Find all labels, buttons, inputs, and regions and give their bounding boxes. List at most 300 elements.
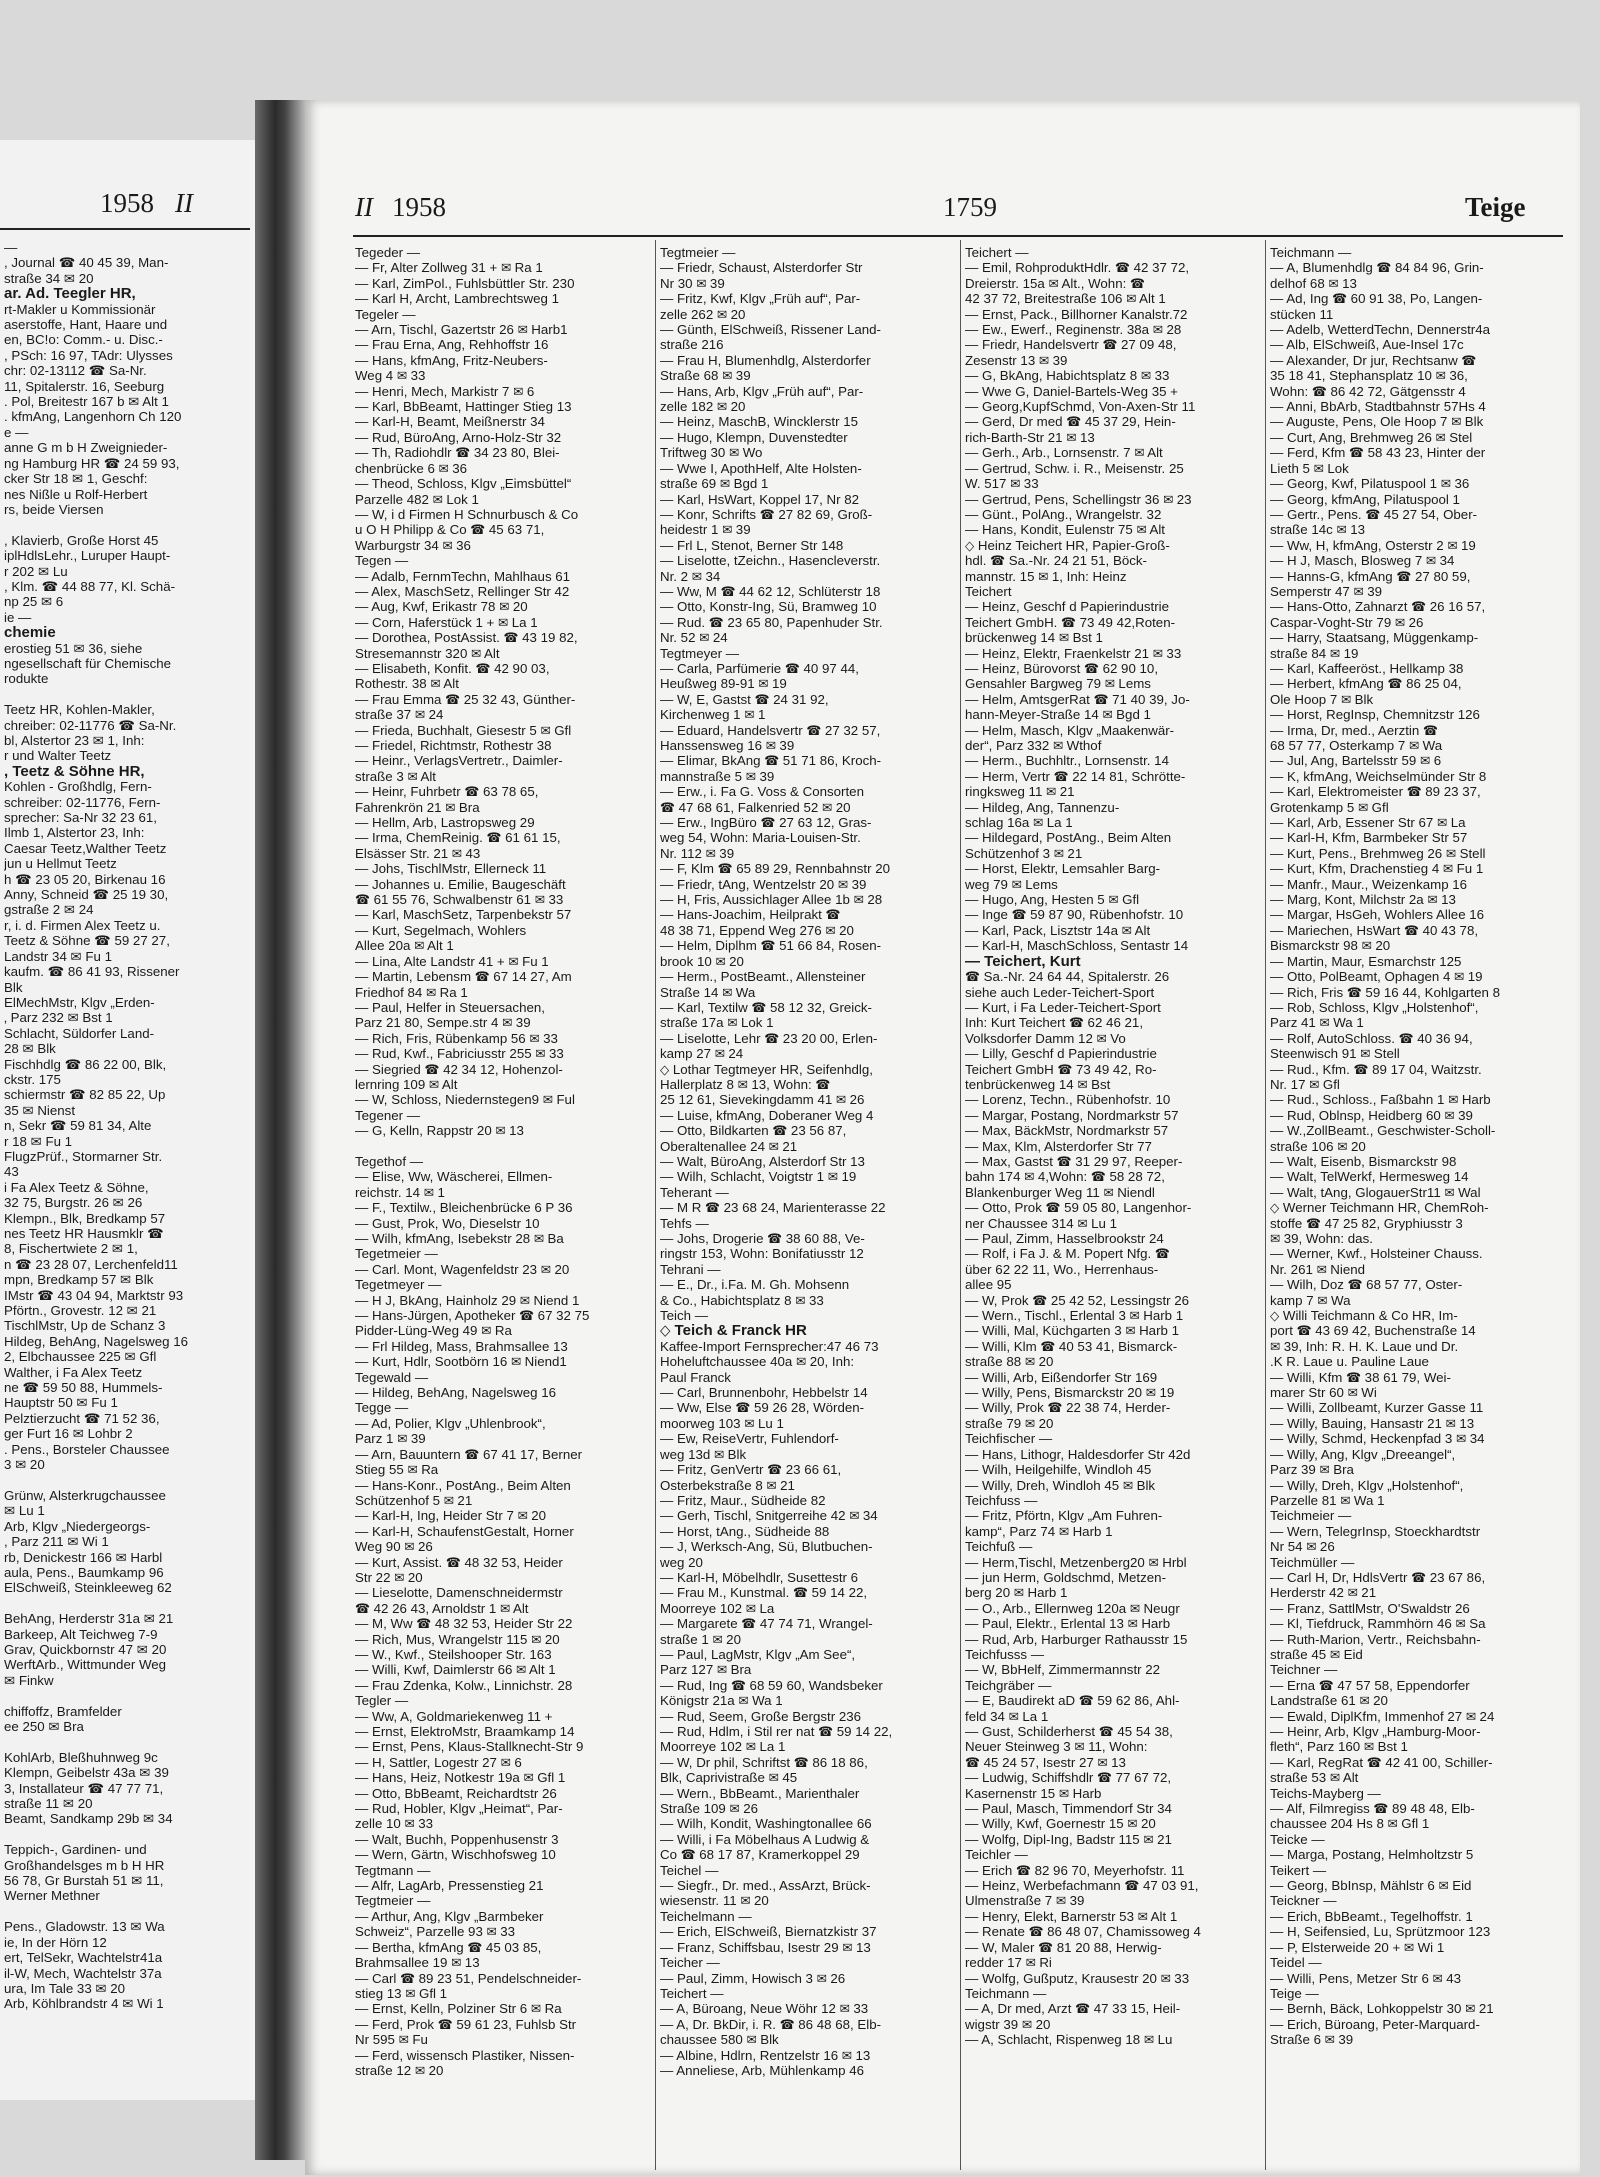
directory-line: — Martin, Maur, Esmarchstr 125 [1270, 953, 1462, 969]
directory-line: kaufm. ☎ 86 41 93, Rissener [4, 964, 180, 980]
directory-line: — Frl L, Stenot, Berner Str 148 [660, 537, 844, 553]
directory-line: — Gertr., Pens. ☎ 45 27 54, Ober- [1270, 506, 1478, 522]
directory-line: — Hans-Jürgen, Apotheker ☎ 67 32 75 [355, 1308, 590, 1324]
directory-line: — Hellm, Arb, Lastropsweg 29 [355, 815, 535, 831]
directory-line: heidestr 1 ✉ 39 [660, 522, 751, 538]
directory-line: Tegetmeyer — [355, 1277, 442, 1293]
directory-line: ✉ Finkw [4, 1672, 54, 1688]
directory-line: 25 12 61, Sievekingdamm 41 ✉ 26 [660, 1092, 865, 1108]
directory-line: — Ewald, DiplKfm, Immenhof 27 ✉ 24 [1270, 1708, 1495, 1724]
directory-line: — H, Fris, Aussichlager Allee 1b ✉ 28 [660, 892, 883, 908]
directory-line: — Helm, Masch, Klgv „Maakenwär- [965, 722, 1175, 738]
directory-line: straße 106 ✉ 20 [1270, 1138, 1366, 1154]
directory-line: Teichelmann — [660, 1908, 752, 1924]
directory-line: straße 37 ✉ 24 [355, 707, 444, 723]
directory-line: ng Hamburg HR ☎ 24 59 93, [4, 455, 180, 471]
directory-line: — Kurt, Kfm, Drachenstieg 4 ✉ Fu 1 [1270, 861, 1484, 877]
directory-line: — Jul, Ang, Bartelsstr 59 ✉ 6 [1270, 753, 1442, 769]
directory-line: . Pol, Breitestr 167 b ✉ Alt 1 [4, 394, 169, 410]
directory-line: — Karl, Arb, Essener Str 67 ✉ La [1270, 815, 1466, 831]
directory-line: Nr. 52 ✉ 24 [660, 630, 728, 646]
directory-line: Parz 21 80, Sempe.str 4 ✉ 39 [355, 1015, 531, 1031]
directory-line: — Rud, Kwf., Fabriciusstr 255 ✉ 33 [355, 1046, 564, 1062]
directory-line: Blk [4, 979, 23, 995]
left-page-header [100, 188, 250, 228]
directory-line: anne G m b H Zweignieder- [4, 440, 168, 456]
directory-line: Friedhof 84 ✉ Ra 1 [355, 984, 468, 1000]
directory-line: Parzelle 482 ✉ Lok 1 [355, 491, 479, 507]
directory-line: — Georg, BbInsp, Mählstr 6 ✉ Eid [1270, 1878, 1472, 1894]
directory-line: — Walt, BüroAng, Alsterdorf Str 13 [660, 1153, 865, 1169]
directory-line: — Friedr, Schaust, Alsterdorfer Str [660, 260, 863, 276]
directory-line: — Arn, Bauuntern ☎ 67 41 17, Berner [355, 1446, 583, 1462]
directory-line: ura, Im Tale 33 ✉ 20 [4, 1980, 126, 1996]
directory-line: — Horst, tAng., Südheide 88 [660, 1523, 830, 1539]
directory-line: Kirchenweg 1 ✉ 1 [660, 707, 766, 723]
column-rule-3 [1265, 240, 1266, 2170]
directory-line: — Ferd, wissensch Plastiker, Nissen- [355, 2047, 575, 2063]
left-column [4, 240, 254, 2012]
directory-line: ☎ 42 26 43, Arnoldstr 1 ✉ Alt [355, 1600, 529, 1616]
directory-line: — Herm,Tischl, Metzenberg20 ✉ Hrbl [965, 1554, 1187, 1570]
directory-line: stieg 13 ✉ Gfl 1 [355, 1985, 448, 2001]
directory-line: — Manfr., Maur., Weizenkamp 16 [1270, 876, 1468, 892]
directory-line: — Heinz, Elektr, Fraenkelstr 21 ✉ 33 [965, 645, 1182, 661]
directory-line: schreiber: 02-11776, Fern- [4, 794, 161, 810]
directory-line: — Rud, Seem, Große Bergstr 236 [660, 1708, 862, 1724]
directory-line: — Rud, Hdlm, i Stil rer nat ☎ 59 14 22, [660, 1724, 893, 1739]
directory-line: — Max, BäckMstr, Nordmarkstr 57 [965, 1123, 1169, 1139]
directory-line: — Gerd, Dr med ☎ 45 37 29, Hein- [965, 414, 1176, 430]
directory-line: — Frl Hildeg, Mass, Brahmsallee 13 [355, 1338, 568, 1354]
running-keyword: Teige [1465, 192, 1526, 222]
directory-line: Teichmeier — [1270, 1508, 1352, 1524]
directory-line: — Willi, Pens, Metzer Str 6 ✉ 43 [1270, 1970, 1462, 1986]
directory-line: — Ww, M ☎ 44 62 12, Schlüterstr 18 [660, 583, 881, 599]
directory-line: — Marga, Postang, Helmholtzstr 5 [1270, 1847, 1474, 1863]
directory-line: brückenweg 14 ✉ Bst 1 [965, 630, 1103, 646]
directory-line: straße 79 ✉ 20 [965, 1415, 1054, 1431]
directory-line: — Hans, Arb, Klgv „Früh auf“, Par- [660, 383, 864, 399]
directory-line: 43 [4, 1164, 19, 1180]
directory-line: straße 17a ✉ Lok 1 [660, 1015, 774, 1031]
directory-line: — Lilly, Geschf d Papierindustrie [965, 1046, 1157, 1062]
directory-line: Lieth 5 ✉ Lok [1270, 460, 1349, 476]
directory-line: tenbrückenweg 14 ✉ Bst [965, 1076, 1111, 1092]
directory-line: — Emil, RohproduktHdlr. ☎ 42 37 72, [965, 260, 1190, 276]
directory-line: ar. Ad. Teegler HR, [4, 286, 136, 302]
directory-line: — Liselotte, tZeichn., Hasencleverstr. [660, 553, 881, 569]
directory-line: — Auguste, Pens, Ole Hoop 7 ✉ Blk [1270, 414, 1484, 430]
directory-line: Neuer Steinweg 3 ✉ 11, Wohn: [965, 1739, 1148, 1755]
directory-line: — Ew, ReiseVertr, Fuhlendorf- [660, 1431, 839, 1447]
directory-line: KohlArb, Bleßhuhnweg 9c [4, 1749, 158, 1765]
directory-line: — A, Schlacht, Rispenweg 18 ✉ Lu [965, 2032, 1173, 2048]
directory-line: Walther, i Fa Alex Teetz [4, 1364, 143, 1380]
directory-line: fleth“, Parz 160 ✉ Bst 1 [1270, 1739, 1408, 1755]
directory-line: Teppich-, Gardinen- und [4, 1842, 147, 1858]
directory-line: — Alb, ElSchweiß, Aue-Insel 17c [1270, 337, 1464, 353]
directory-line: Kohlen - Großhdlg, Fern- [4, 779, 152, 795]
directory-line: — Franz, Schiffsbau, Isestr 29 ✉ 13 [660, 1939, 871, 1955]
directory-line: — Wwe I, ApothHelf, Alte Holsten- [660, 460, 862, 476]
directory-line: Beamt, Sandkamp 29b ✉ 34 [4, 1811, 173, 1827]
directory-line: Pförtn., Grovestr. 12 ✉ 21 [4, 1303, 157, 1319]
directory-line: — Rud, Hobler, Klgv „Heimat“, Par- [355, 1801, 563, 1817]
directory-line: — Karl, Elektromeister ☎ 89 23 37, [1270, 784, 1481, 800]
directory-line: Tegewald — [355, 1369, 429, 1385]
directory-line: TischlMstr, Up de Schanz 3 [4, 1318, 166, 1334]
directory-line: Hoheluftchaussee 40a ✉ 20, Inh: [660, 1354, 855, 1370]
directory-line: 48 38 71, Eppend Weg 276 ✉ 20 [660, 922, 854, 938]
directory-line: — G, Kelln, Rappstr 20 ✉ 13 [355, 1123, 524, 1139]
directory-line: i Fa Alex Teetz & Söhne, [4, 1179, 149, 1195]
directory-line: Straße 68 ✉ 39 [660, 368, 751, 384]
directory-line: — Paul, Zimm, Hasselbrookstr 24 [965, 1231, 1164, 1246]
directory-line: — Frau Erna, Ang, Rehhoffstr 16 [355, 337, 549, 353]
directory-line: Tegen — [355, 553, 409, 569]
directory-line: stoffe ☎ 47 25 82, Gryphiusstr 3 [1270, 1215, 1463, 1231]
directory-line: Co ☎ 68 17 87, Kramerkoppel 29 [660, 1847, 860, 1863]
directory-line: Teicher — [660, 1955, 720, 1971]
directory-line: — Karl, ZimPol., Fuhlsbüttler Str. 230 [355, 275, 575, 291]
directory-line: straße 53 ✉ Alt [1270, 1770, 1359, 1786]
directory-line: Grotenkamp 5 ✉ Gfl [1270, 799, 1389, 815]
directory-line: bahn 174 ✉ 4,Wohn: ☎ 58 28 72, [965, 1169, 1165, 1185]
directory-line: lernring 109 ✉ Alt [355, 1076, 458, 1092]
directory-line: ie — [4, 609, 32, 625]
directory-line: FlugzPrüf., Stormarner Str. [4, 1148, 163, 1164]
directory-line: — Carla, Parfümerie ☎ 40 97 44, [660, 660, 859, 676]
directory-line: — Wern, TelegrInsp, Stoeckhardtstr [1270, 1523, 1481, 1539]
directory-line: straße 34 ✉ 20 [4, 270, 94, 286]
directory-line: — Fritz, Maur., Südheide 82 [660, 1492, 826, 1508]
directory-line: Teichmann — [965, 1985, 1047, 2001]
directory-line: — Arthur, Ang, Klgv „Barmbeker [355, 1908, 544, 1924]
directory-line: chreiber: 02-11776 ☎ Sa-Nr. [4, 717, 177, 733]
directory-line: r 18 ✉ Fu 1 [4, 1133, 73, 1149]
directory-line: — W, i d Firmen H Schnurbusch & Co [355, 506, 579, 522]
directory-line: — Heinz, Geschf d Papierindustrie [965, 599, 1169, 615]
directory-line: — Friedr, Handelsvertr ☎ 27 09 48, [965, 337, 1177, 353]
directory-line: — Margar, Postang, Nordmarkstr 57 [965, 1107, 1179, 1123]
directory-line: — Rud, BüroAng, Arno-Holz-Str 32 [355, 429, 562, 445]
directory-line: straße 88 ✉ 20 [965, 1354, 1054, 1370]
directory-line: schlag 16a ✉ La 1 [965, 815, 1073, 831]
directory-line: Pelztierzucht ☎ 71 52 36, [4, 1410, 160, 1426]
directory-line: Hildeg, BehAng, Nagelsweg 16 [4, 1333, 189, 1349]
directory-line: Teicke — [1270, 1831, 1325, 1847]
directory-line: — Paul, Elektr., Erlental 13 ✉ Harb [965, 1616, 1171, 1632]
directory-line: — Willi, Kfm ☎ 38 61 79, Wei- [1270, 1369, 1451, 1385]
directory-line: — Willy, Kwf, Goernestr 15 ✉ 20 [965, 1816, 1156, 1832]
directory-line: — G, BkAng, Habichtsplatz 8 ✉ 33 [965, 368, 1170, 384]
page-number: 1759 [943, 192, 997, 222]
directory-line: — Ww, Else ☎ 59 26 28, Wörden- [660, 1400, 865, 1416]
directory-line: — Erw., IngBüro ☎ 27 63 12, Gras- [660, 815, 872, 831]
directory-line: — W, Maler ☎ 81 20 88, Herwig- [965, 1939, 1162, 1955]
directory-line: — Rud, Ing ☎ 68 59 60, Wandsbeker [660, 1677, 883, 1693]
directory-line: — K, kfmAng, Weichselmünder Str 8 [1270, 768, 1487, 784]
directory-line: Schweiz“, Parzelle 93 ✉ 33 [355, 1924, 516, 1940]
directory-line: — Hans, Lithogr, Haldesdorfer Str 42d [965, 1446, 1191, 1462]
directory-line: , Klm. ☎ 44 88 77, Kl. Schä- [4, 578, 176, 594]
directory-line: — Johs, TischlMstr, Ellerneck 11 [355, 861, 547, 877]
directory-line: — Paul, Masch, Timmendorf Str 34 [965, 1801, 1172, 1817]
directory-line: — Georg, kfmAng, Pilatuspool 1 [1270, 491, 1460, 507]
directory-line: Teickner — [1270, 1893, 1337, 1909]
directory-line: — Rud, Arb, Harburger Rathausstr 15 [965, 1631, 1188, 1647]
directory-line: — Paul, Helfer in Steuersachen, [355, 999, 545, 1015]
directory-line: — Rich, Fris, Rübenkamp 56 ✉ 33 [355, 1030, 558, 1046]
directory-line: Paul Franck [660, 1369, 731, 1385]
directory-line: — Otto, Prok ☎ 59 05 80, Langenhor- [965, 1200, 1192, 1216]
directory-line: weg 54, Wohn: Maria-Louisen-Str. [660, 830, 861, 846]
directory-line: — Hans, kfmAng, Fritz-Neubers- [355, 352, 548, 368]
directory-line: — Karl, RegRat ☎ 42 41 00, Schiller- [1270, 1754, 1493, 1770]
directory-line: , Journal ☎ 40 45 39, Man- [4, 255, 169, 271]
directory-line: — Gust, Prok, Wo, Dieselstr 10 [355, 1215, 540, 1231]
directory-line: — Ad, Polier, Klgv „Uhlenbrook“, [355, 1415, 546, 1431]
directory-line: ◇ Heinz Teichert HR, Papier-Groß- [965, 537, 1170, 553]
directory-line: — Georg, Kwf, Pilatuspool 1 ✉ 36 [1270, 476, 1470, 492]
directory-line: weg 20 [660, 1554, 703, 1570]
directory-line: Teichert GmbH ☎ 73 49 42, Ro- [965, 1061, 1157, 1077]
directory-line: jun u Hellmut Teetz [4, 856, 117, 872]
directory-line: — Erich ☎ 82 96 70, Meyerhofstr. 11 [965, 1862, 1185, 1878]
directory-line: — Herbert, kfmAng ☎ 86 25 04, [1270, 676, 1462, 692]
directory-line: Teichert GmbH. ☎ 73 49 42,Roten- [965, 614, 1176, 630]
directory-line: — Karl-H, Beamt, Meißnerstr 34 [355, 414, 545, 430]
directory-line: np 25 ✉ 6 [4, 594, 64, 610]
directory-line: schiermstr ☎ 82 85 22, Up [4, 1087, 166, 1103]
directory-line: — Frieda, Buchhalt, Giesestr 5 ✉ Gfl [355, 722, 572, 738]
directory-line: ◇ Lothar Tegtmeyer HR, Seifenhdlg, [660, 1061, 873, 1077]
directory-line: — H, Sattler, Logestr 27 ✉ 6 [355, 1754, 522, 1770]
directory-line: — Friedel, Richtmstr, Rothestr 38 [355, 738, 552, 753]
directory-line: — Paul, Zimm, Howisch 3 ✉ 26 [660, 1970, 846, 1986]
directory-line: Pidder-Lüng-Weg 49 ✉ Ra [355, 1323, 512, 1339]
directory-line: hdl. ☎ Sa.-Nr. 24 21 51, Böck- [965, 553, 1147, 569]
directory-line: — F, Klm ☎ 65 89 29, Rennbahnstr 20 [660, 861, 890, 877]
directory-line: reichstr. 14 ✉ 1 [355, 1184, 445, 1200]
directory-line: — Karl, Kaffeeröst., Hellkamp 38 [1270, 660, 1464, 676]
directory-line: — Rud, Oblnsp, Heidberg 60 ✉ 39 [1270, 1107, 1473, 1123]
directory-line: — Marg, Kont, Milchstr 2a ✉ 13 [1270, 892, 1456, 908]
directory-line: brook 10 ✉ 20 [660, 953, 744, 969]
directory-column-3 [965, 245, 1261, 2170]
directory-line: 11, Spitalerstr. 16, Seeburg [4, 378, 165, 394]
directory-line: — Horst, Elektr, Lemsahler Barg- [965, 861, 1161, 877]
directory-line: Caesar Teetz,Walther Teetz [4, 840, 167, 856]
directory-line: Schützenhof 3 ✉ 21 [965, 845, 1083, 861]
directory-line: — Willi, Zollbeamt, Kurzer Gasse 11 [1270, 1400, 1484, 1416]
directory-line: — Carl ☎ 89 23 51, Pendelschneider- [355, 1970, 582, 1986]
directory-line: Steenwisch 91 ✉ Stell [1270, 1046, 1400, 1062]
directory-line: WerftArb., Wittmunder Weg [4, 1657, 167, 1673]
directory-line: Tegge — [355, 1400, 409, 1416]
directory-line: Stresemannstr 320 ✉ Alt [355, 645, 500, 661]
directory-line: ✉ Lu 1 [4, 1503, 45, 1519]
directory-line: Teichert — [965, 245, 1029, 260]
directory-line: rb, Denickestr 166 ✉ Harbl [4, 1549, 163, 1565]
directory-line: feld 34 ✉ La 1 [965, 1708, 1049, 1724]
directory-line: — Kurt, i Fa Leder-Teichert-Sport [965, 999, 1161, 1015]
directory-line: 32 75, Burgstr. 26 ✉ 26 [4, 1195, 143, 1211]
directory-line: — Willi, Mal, Küchgarten 3 ✉ Harb 1 [965, 1323, 1179, 1339]
directory-line: ert, TelSekr, Wachtelstr41a [4, 1950, 163, 1966]
directory-line: — Werner, Kwf., Holsteiner Chauss. [1270, 1246, 1483, 1262]
directory-line: Ole Hoop 7 ✉ Blk [1270, 691, 1374, 707]
directory-line: ie, In der Hörn 12 [4, 1934, 107, 1950]
directory-line [4, 1827, 254, 1842]
directory-line: — Ruth-Marion, Vertr., Reichsbahn- [1270, 1631, 1481, 1647]
directory-line: Arb, Köhlbrandstr 4 ✉ Wi 1 [4, 1996, 164, 2012]
directory-line: — Wern., BbBeamt., Marienthaler [660, 1785, 860, 1801]
directory-line: — Frau H, Blumenhdlg, Alsterdorfer [660, 352, 871, 368]
directory-line: — Rud., Kfm. ☎ 89 17 04, Waitzstr. [1270, 1061, 1482, 1077]
directory-line: — Heinz, Werbefachmann ☎ 47 03 91, [965, 1878, 1199, 1894]
directory-line: Nr. 261 ✉ Niend [1270, 1261, 1366, 1277]
directory-line: — Adelb, WetterdTechn, Dennerstr4a [1270, 322, 1491, 338]
directory-line: — Ww, H, kfmAng, Osterstr 2 ✉ 19 [1270, 537, 1476, 553]
directory-line [4, 517, 254, 532]
directory-line: . kfmAng, Langenhorn Ch 120 [4, 409, 182, 425]
directory-line: ◇ Willi Teichmann & Co HR, Im- [1270, 1308, 1458, 1324]
directory-line: — Max, Klm, Alsterdorfer Str 77 [965, 1138, 1152, 1154]
directory-line: Bismarckstr 98 ✉ 20 [1270, 938, 1391, 954]
directory-line: straße 69 ✉ Bgd 1 [660, 476, 769, 492]
directory-line: kamp 7 ✉ Wa [1270, 1292, 1351, 1308]
directory-line: — Hans-Joachim, Heilprakt ☎ [660, 907, 841, 923]
directory-line: — Kurt, Assist. ☎ 48 32 53, Heider [355, 1554, 563, 1570]
directory-line: Klempn, Geibelstr 43a ✉ 39 [4, 1765, 169, 1781]
directory-line: — W, Dr phil, Schriftst ☎ 86 18 86, [660, 1754, 868, 1770]
directory-line: Teetz HR, Kohlen-Makler, [4, 702, 155, 718]
directory-line: ✉ 39, Inh: R. H. K. Laue und Dr. [1270, 1338, 1459, 1354]
directory-line: — Gertrud, Schw. i. R., Meisenstr. 25 [965, 460, 1184, 476]
directory-line: — Gertrud, Pens, Schellingstr 36 ✉ 23 [965, 491, 1192, 507]
directory-line: Straße 6 ✉ 39 [1270, 2032, 1354, 2048]
directory-line: nes Nißle u Rolf-Herbert [4, 486, 148, 502]
directory-line: — Helm, Diplhm ☎ 51 66 84, Rosen- [660, 938, 882, 954]
directory-line: Brahmsallee 19 ✉ 13 [355, 1955, 480, 1971]
directory-line: — Aug, Kwf, Erikastr 78 ✉ 20 [355, 599, 528, 615]
directory-line: — W, Prok ☎ 25 42 52, Lessingstr 26 [965, 1292, 1190, 1308]
directory-line: Landstraße 61 ✉ 20 [1270, 1693, 1388, 1709]
directory-line: ner Chaussee 314 ✉ Lu 1 [965, 1215, 1117, 1231]
directory-line: — Ludwig, Schiffshdlr ☎ 77 67 72, [965, 1770, 1172, 1786]
directory-line: straße 12 ✉ 20 [355, 2062, 444, 2078]
directory-line: Moorreye 102 ✉ La 1 [660, 1739, 786, 1755]
directory-line: — Ernst, Kelln, Polziner Str 6 ✉ Ra [355, 2001, 562, 2017]
directory-line: — Fritz, GenVertr ☎ 23 66 61, [660, 1462, 842, 1478]
directory-line: — Walt, TelWerkf, Hermesweg 14 [1270, 1169, 1469, 1185]
directory-line: Tehrani — [660, 1261, 721, 1277]
book-gutter [255, 100, 305, 2160]
directory-line: — Erna ☎ 47 57 58, Eppendorfer [1270, 1677, 1470, 1693]
directory-line: Schützenhof 5 ✉ 21 [355, 1492, 473, 1508]
directory-line: — Rich, Fris ☎ 59 16 44, Kohlgarten 8 [1270, 984, 1500, 1000]
directory-line: ger Furt 16 ✉ Lohbr 2 [4, 1426, 133, 1442]
directory-line: — Elisabeth, Konfit. ☎ 42 90 03, [355, 660, 550, 676]
directory-line [4, 1473, 254, 1488]
directory-line: — Liselotte, Lehr ☎ 23 20 00, Erlen- [660, 1030, 878, 1046]
directory-line: Teige — [1270, 1985, 1319, 2001]
directory-line: — Johs, Drogerie ☎ 38 60 88, Ve- [660, 1231, 865, 1246]
directory-line: Pens., Gladowstr. 13 ✉ Wa [4, 1919, 165, 1935]
directory-line: ngesellschaft für Chemische [4, 655, 172, 671]
directory-line: nes Teetz HR Hausmklr ☎ [4, 1226, 164, 1241]
directory-line: — Irma, Dr, med., Aerztin ☎ [1270, 722, 1438, 738]
directory-line: — Alexander, Dr jur, Rechtsanw ☎ [1270, 352, 1477, 368]
directory-line: — Elise, Ww, Wäscherei, Ellmen- [355, 1169, 553, 1185]
directory-line: . Pens., Borsteler Chaussee [4, 1441, 170, 1457]
directory-line: — Wolfg, Gußputz, Krausestr 20 ✉ 33 [965, 1970, 1190, 1986]
directory-line: — Otto, Bildkarten ☎ 23 56 87, [660, 1123, 847, 1139]
directory-line: ne ☎ 59 50 88, Hummels- [4, 1380, 163, 1396]
directory-line: — Mariechen, HsWart ☎ 40 43 78, [1270, 922, 1479, 938]
directory-line: wigstr 39 ✉ 20 [965, 2016, 1051, 2032]
directory-line: Stieg 55 ✉ Ra [355, 1462, 439, 1478]
right-page [305, 100, 1580, 2175]
directory-line: Nr 54 ✉ 26 [1270, 1539, 1335, 1555]
directory-line: ☎ 47 68 61, Falkenried 52 ✉ 20 [660, 799, 851, 815]
directory-line: ☎ 61 55 76, Schwalbenstr 61 ✉ 33 [355, 892, 564, 908]
directory-line [4, 1596, 254, 1611]
directory-line: — Lina, Alte Landstr 41 + ✉ Fu 1 [355, 953, 549, 969]
right-header-part: II [355, 192, 373, 222]
directory-line: weg 13d ✉ Blk [660, 1446, 747, 1462]
directory-column-2 [660, 245, 956, 2170]
directory-line: Teichmüller — [1270, 1554, 1355, 1570]
directory-column-1 [355, 245, 651, 2170]
directory-line: Osterbekstraße 8 ✉ 21 [660, 1477, 795, 1493]
directory-line: — Wilh, Doz ☎ 68 57 77, Oster- [1270, 1277, 1463, 1293]
directory-line: mpn, Bredkamp 57 ✉ Blk [4, 1272, 154, 1288]
directory-line: Teichfischer — [965, 1431, 1053, 1447]
directory-line: — Carl, Brunnenbohr, Hebbelstr 14 [660, 1385, 868, 1401]
directory-line: — Willy, Dreh, Klgv „Holstenhof“, [1270, 1477, 1464, 1493]
directory-line: — Otto, Konstr-Ing, Sü, Bramweg 10 [660, 599, 877, 615]
directory-line [4, 1904, 254, 1919]
directory-line: Teichgräber — [965, 1677, 1052, 1693]
directory-line: — Alex, MaschSetz, Rellinger Str 42 [355, 583, 570, 599]
directory-line: — Carl H, Dr, HdlsVertr ☎ 23 67 86, [1270, 1569, 1486, 1585]
directory-line: — Hans, Heiz, Notkestr 19a ✉ Gfl 1 [355, 1770, 566, 1786]
directory-line: r und Walter Teetz [4, 748, 112, 764]
directory-line: — Willy, Dreh, Windloh 45 ✉ Blk [965, 1477, 1156, 1493]
directory-line: — Anneliese, Arb, Mühlenkamp 46 [660, 2062, 865, 2078]
directory-line: e — [4, 424, 29, 440]
directory-line: Tegeler — [355, 306, 416, 322]
directory-line: Parz 1 ✉ 39 [355, 1431, 426, 1447]
directory-line: Tegtmeier — [660, 245, 736, 260]
directory-line: — A, Dr med, Arzt ☎ 47 33 15, Heil- [965, 2001, 1181, 2017]
directory-line: Tegetmeier — [355, 1246, 438, 1262]
directory-line: — Inge ☎ 59 87 90, Rübenhofstr. 10 [965, 907, 1184, 923]
directory-line: ◇ Teich & Franck HR [660, 1323, 807, 1339]
directory-line: Schlacht, Süldorfer Land- [4, 1025, 155, 1041]
directory-line: — Wilh, Kondit, Washingtonallee 66 [660, 1816, 872, 1832]
directory-line: 35 18 41, Stephansplatz 10 ✉ 36, [1270, 368, 1468, 384]
directory-line: Tegtmeier — [355, 1893, 431, 1909]
directory-line: Allee 20a ✉ Alt 1 [355, 938, 454, 954]
directory-line: — Gerh., Arb., Lornsenstr. 7 ✉ Alt [965, 445, 1163, 461]
directory-line: aula, Pens., Baumkamp 96 [4, 1564, 164, 1580]
directory-line: Arb, Klgv „Niedergeorgs- [4, 1518, 151, 1534]
directory-line: ringksweg 11 ✉ 21 [965, 784, 1075, 800]
